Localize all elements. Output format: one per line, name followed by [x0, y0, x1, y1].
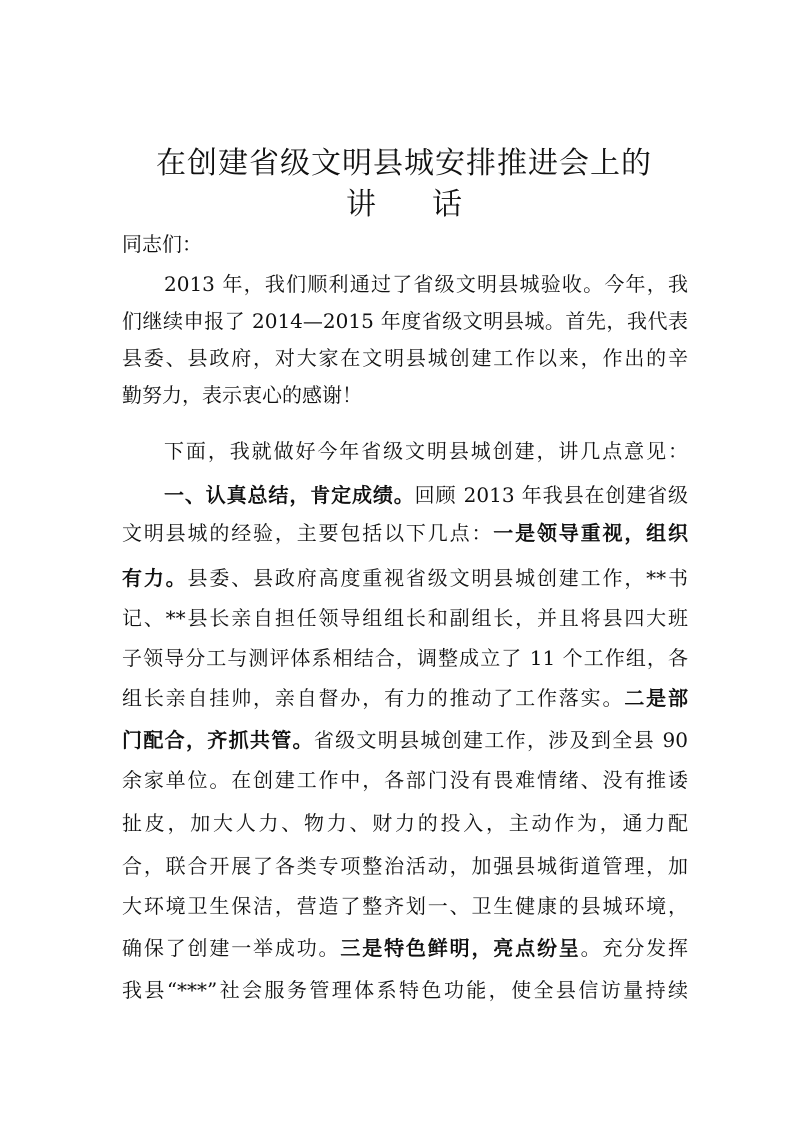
paragraph-line: 2013 年，我们顺利通过了省级文明县城验收。今年，我: [164, 272, 688, 296]
paragraph-line: [164, 482, 688, 508]
point-heading: 一是领导重视，组织: [493, 521, 689, 545]
salutation: 同志们：: [122, 232, 202, 256]
line-text: 回顾 2013 年我县在创建省级: [414, 483, 688, 507]
point-heading: 有力。: [122, 566, 188, 590]
line-text: 县委、县政府高度重视省级文明县城创建工作，**书: [187, 566, 689, 590]
paragraph-line: [122, 565, 688, 591]
line-text: 组长亲自挂帅，亲自督办，有力的推动了工作落实。: [122, 686, 625, 710]
paragraph-line: 余家单位。在创建工作中，各部门没有畏难情绪、没有推诿: [122, 768, 688, 792]
paragraph-line: 们继续申报了 2014—2015 年度省级文明县城。首先，我代表: [122, 309, 688, 333]
paragraph-line: 勤努力，表示衷心的感谢！: [122, 383, 362, 407]
point-heading: 门配合，齐抓共管。: [122, 728, 314, 752]
paragraph-line: [122, 520, 688, 546]
paragraph-line: 子领导分工与测评体系相结合，调整成立了 11 个工作组，各: [122, 646, 688, 670]
paragraph-line: 扯皮，加大人力、物力、财力的投入，主动作为，通力配: [122, 811, 688, 835]
title-char-2: 话: [432, 187, 462, 222]
line-text: 。充分发挥: [580, 936, 689, 960]
paragraph-line: [122, 727, 688, 753]
paragraph-line: 合，联合开展了各类专项整治活动，加强县城街道管理，加: [122, 854, 688, 878]
document-title-line2: [0, 187, 793, 223]
paragraph-line: 我县“***”社会服务管理体系特色功能，使全县信访量持续: [122, 978, 688, 1002]
paragraph-line: [122, 935, 688, 961]
paragraph-line: 县委、县政府，对大家在文明县城创建工作以来，作出的辛: [122, 346, 688, 370]
paragraph-line: 记、**县长亲自担任领导组组长和副组长，并且将县四大班: [122, 606, 688, 630]
section-heading: 一、认真总结，肯定成绩。: [164, 483, 415, 507]
line-text: 确保了创建一举成功。: [122, 936, 341, 960]
document-title-line1: 在创建省级文明县城安排推进会上的: [156, 146, 652, 181]
title-char-1: 讲: [346, 187, 376, 222]
point-heading: 三是特色鲜明，亮点纷呈: [340, 936, 581, 960]
line-text: 省级文明县城创建工作，涉及到全县 90: [313, 728, 689, 752]
point-heading: 二是部: [624, 686, 689, 710]
paragraph-line: 大环境卫生保洁，营造了整齐划一、卫生健康的县城环境，: [122, 894, 688, 918]
line-text: 文明县城的经验，主要包括以下几点：: [122, 521, 494, 545]
paragraph-line: [122, 685, 688, 711]
paragraph-line: 下面，我就做好今年省级文明县城创建，讲几点意见：: [164, 439, 688, 463]
